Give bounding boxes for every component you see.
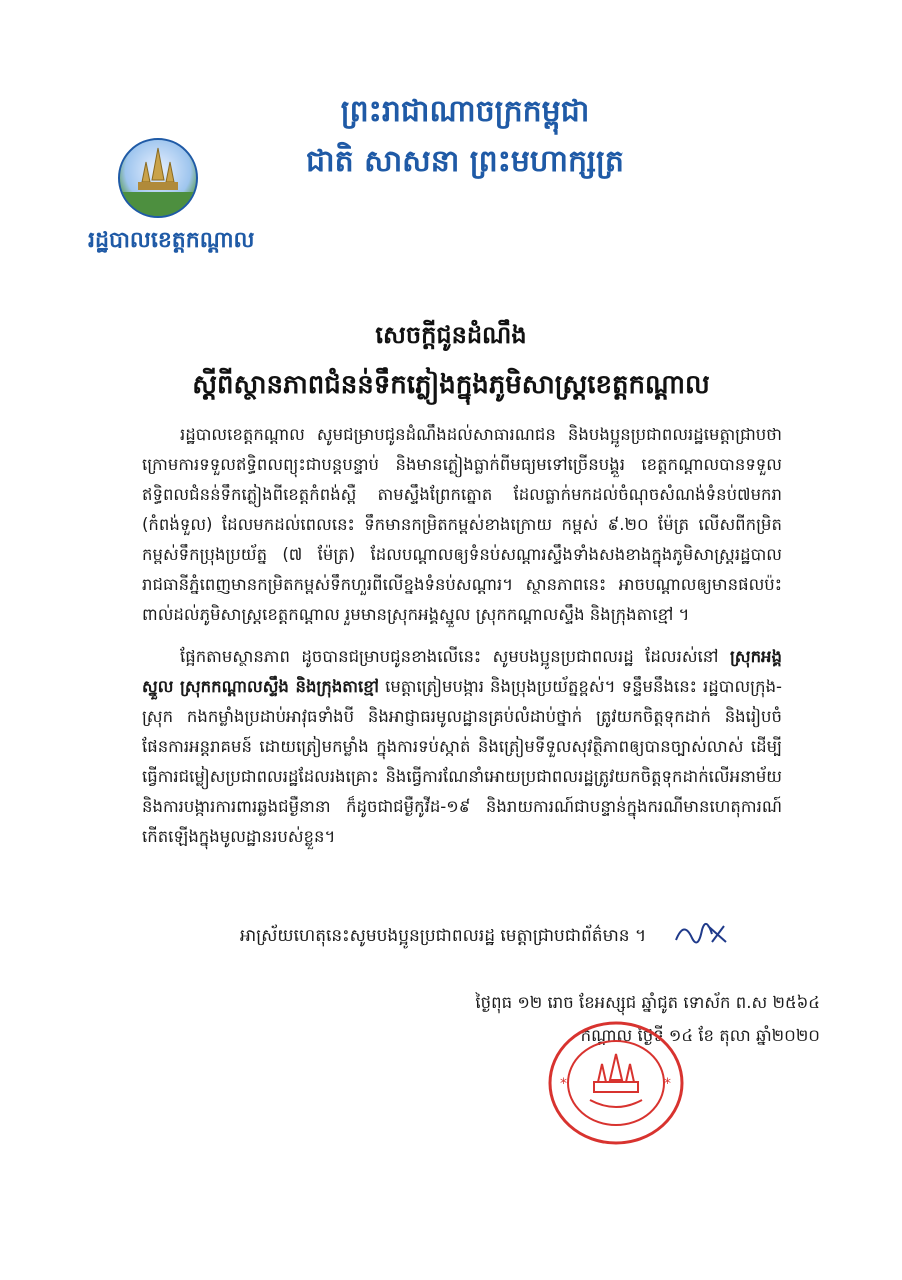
logo-caption: រដ្ឋបាលខេត្តកណ្ដាល [88, 228, 255, 253]
official-seal-icon [546, 1018, 686, 1148]
document-title: សេចក្ដីជូនដំណឹង [375, 321, 527, 349]
paragraph-2-intro: ផ្អែកតាមស្ថានភាព ដូចបានជម្រាបជូនខាងលើនេះ សូមបងប្អូនប្រជាពលរដ្ឋ ដែលរស់នៅ [180, 647, 730, 666]
logo-emblem-icon [118, 138, 198, 218]
motto-header: ជាតិ សាសនា ព្រះមហាក្សត្រ [306, 144, 624, 179]
provincial-logo [88, 138, 255, 258]
svg-text:*: * [664, 1076, 671, 1092]
paragraph-2-districts: ស្រុកអង្គស្នួល ស្រុកកណ្ដាលស្ទឹង និងក្រុងតាខ្មៅ [142, 647, 782, 696]
paragraph-2-rest: មេត្តាត្រៀមបង្ការ និងប្រុងប្រយ័ត្នខ្ពស់។ ទន្ទឹមនឹងនេះ រដ្ឋបាលក្រុង-ស្រុក កងកម្លាំងប្រដាប់អាវុធទាំងបី និងអាជ្ញាធរមូលដ្ឋានគ្រប់លំដាប់ថ្នាក់ ត្រូវយកចិត្តទុកដាក់ និងរៀបចំផែនការអន្តរាគមន៍ ដោយត្រៀមកម្លាំង ក្នុងការទប់ស្កាត់ និងត្រៀមទីទួលសុវត្ថិភាពឲ្យបានច្បាស់លាស់ ដើម្បីធ្វើការជម្លៀសប្រជាពលរដ្ឋដែលរងគ្រោះ និងធ្វើការណែនាំអោយប្រជាពលរដ្ឋត្រូវយកចិត្តទុកដាក់លើអនាម័យ និងការបង្ការការពារឆ្លងជម្ងឺនានា ក៏ដូចជាជម្ងឺកូវីដ-១៩ និងរាយការណ៍ជាបន្ទាន់ក្នុងករណីមានហេតុការណ៍កើតឡើងក្នុងមូលដ្ឋានរបស់ខ្លួន។ [142, 677, 782, 846]
kingdom-header: ព្រះរាជាណាចក្រកម្ពុជា [340, 94, 590, 129]
lunar-date: ថ្ងៃពុធ ១២ រោច ខែអស្សុជ ឆ្នាំជូត ទោស័ក ព.ស ២៥៦៤ [475, 993, 820, 1012]
signature-mark-icon [672, 912, 732, 952]
closing-line: អាស្រ័យហេតុនេះសូមបងប្អូនប្រជាពលរដ្ឋ មេត្តាជ្រាបជាព័ត៌មាន ។ [240, 926, 647, 946]
paragraph-2 [142, 642, 782, 852]
document-subtitle: ស្ដីពីស្ថានភាពជំនន់ទឹកភ្លៀងក្នុងភូមិសាស្ត្រខេត្តកណ្ដាល [192, 370, 710, 400]
document-body [142, 420, 782, 864]
solar-date: កណ្ដាល ថ្ងៃទី ១៤ ខែ តុលា ឆ្នាំ២០២០ [580, 1026, 820, 1045]
svg-text:*: * [560, 1076, 567, 1092]
paragraph-1: រដ្ឋបាលខេត្តកណ្ដាល សូមជម្រាបជូនដំណឹងដល់សាធារណជន និងបងប្អូនប្រជាពលរដ្ឋមេត្តាជ្រាបថា ក្រោមការទទួលឥទ្ធិពលព្យុះជាបន្តបន្ទាប់ និងមានភ្លៀងធ្លាក់ពីមធ្យមទៅច្រើនបង្គួរ ខេត្តកណ្ដាលបានទទួលឥទ្ធិពលជំនន់ទឹកភ្លៀងពីខេត្តកំពង់ស្ពឺ តាមស្ទឹងព្រែកត្នោត ដែលធ្លាក់មកដល់ចំណុចសំណង់ទំនប់៧មករា (កំពង់ទួល) ដែលមកដល់ពេលនេះ ទឹកមានកម្រិតកម្ពស់ខាងក្រោយ កម្ពស់ ៩.២០ ម៉ែត្រ លើសពីកម្រិតកម្ពស់ទឹកប្រុងប្រយ័ត្ន (៧ ម៉ែត្រ) ដែលបណ្ដាលឲ្យទំនប់សណ្ដារស្ទឹងទាំងសងខាងក្នុងភូមិសាស្ត្ររដ្ឋបាលរាជធានីភ្នំពេញមានកម្រិតកម្ពស់ទឹកហួរពីលើខ្នងទំនប់សណ្ដារ។ ស្ថានភាពនេះ អាចបណ្ដាលឲ្យមានផលប៉ះពាល់ដល់ភូមិសាស្ត្រខេត្តកណ្ដាល រួមមានស្រុកអង្គស្នួល ស្រុកកណ្ដាលស្ទឹង និងក្រុងតាខ្មៅ ។ [142, 425, 782, 624]
